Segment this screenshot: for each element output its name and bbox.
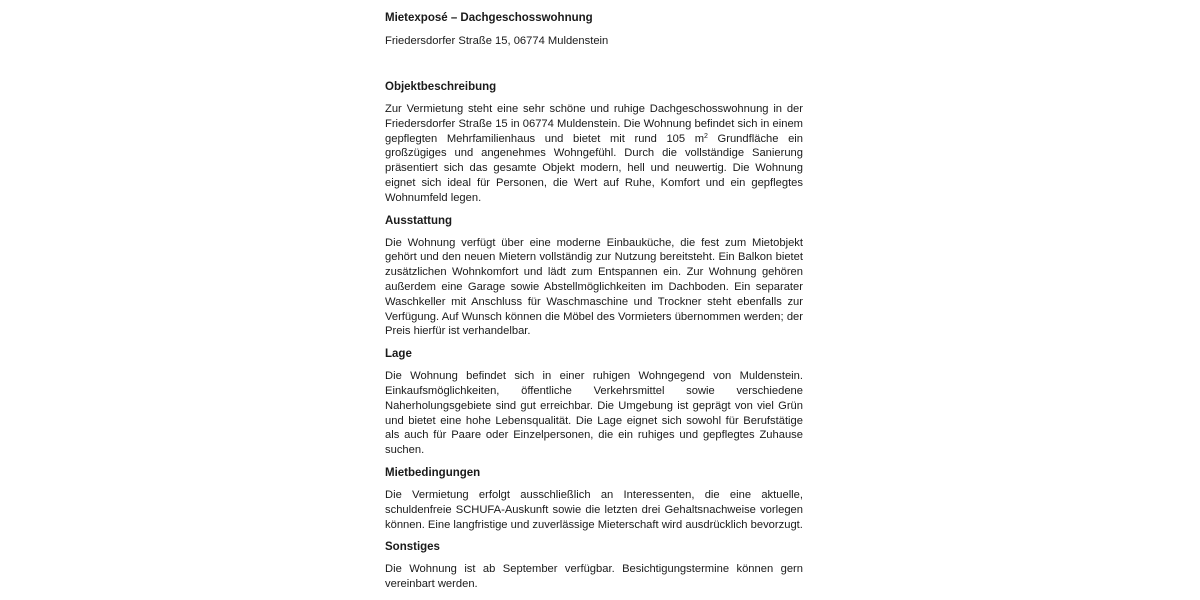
paragraph-mietbedingungen: Die Vermietung erfolgt ausschließlich an Interessenten, die eine aktuelle, schuldenfreie SCHUFA-Auskunft sowie die letzten drei Gehaltsnachweise vorlegen können. Eine langfristige und zuverlässige Mieterschaft wird ausdrücklich bevorzugt. [385,488,803,531]
document-title: Mietexposé – Dachgeschosswohnung [385,12,593,24]
heading-sonstiges: Sonstiges [385,541,440,554]
heading-ausstattung: Ausstattung [385,214,453,227]
paragraph-objektbeschreibung [385,102,803,206]
heading-objektbeschreibung: Objektbeschreibung [385,81,497,93]
heading-lage: Lage [385,348,412,361]
paragraph-ausstattung: Die Wohnung verfügt über eine moderne Einbauküche, die fest zum Mietobjekt gehört und den neuen Mietern vollständig zur Nutzung bereitsteht. Ein Balkon bietet zusätzlichen Wohnkomfort und lädt zum Entspannen ein. Zur Wohnung gehören außerdem eine Garage sowie Abstellmöglichkeiten im Dachboden. Ein separater Waschkeller mit Anschluss für Waschmaschine und Trockner steht ebenfalls zur Verfügung. Auf Wunsch können die Möbel des Vormieters übernommen werden; der Preis hierfür ist verhandelbar. [385,236,803,338]
paragraph-sonstiges: Die Wohnung ist ab September verfügbar. Besichtigungstermine können gern vereinbart werden. [385,563,803,591]
objekt-text-part-2: Grundfläche ein großzügiges und angenehmes Wohngefühl. Durch die vollständige Sanierung präsentiert sich das gesamte Objekt modern, hell und neuwertig. Die Wohnung eignet sich ideal für Personen, die Wert auf Ruhe, Komfort und ein gepflegtes Wohnumfeld legen. [385,132,803,204]
heading-mietbedingungen: Mietbedingungen [385,466,481,479]
objekt-text-part-1: Zur Vermietung steht eine sehr schöne und ruhige Dachgeschosswohnung in der Friedersdorfer Straße 15 in 06774 Muldenstein. Die Wohnung befindet sich in einem gepflegten Mehrfamilienhaus und bietet mit rund 105 m [385,103,803,145]
document-page [385,10,803,592]
square-meter-superscript: 2 [704,132,708,140]
paragraph-lage: Die Wohnung befindet sich in einer ruhigen Wohngegend von Muldenstein. Einkaufsmöglichkeiten, öffentliche Verkehrsmittel sowie verschiedene Naherholungsgebiete sind gut erreichbar. Die Umgebung ist geprägt von viel Grün und bietet eine hohe Lebensqualität. Die Lage eignet sich sowohl für Berufstätige als auch für Paare oder Einzelpersonen, die ein ruhiges und gepflegtes Zuhause suchen. [385,370,803,457]
property-address: Friedersdorfer Straße 15, 06774 Muldenstein [385,35,609,47]
